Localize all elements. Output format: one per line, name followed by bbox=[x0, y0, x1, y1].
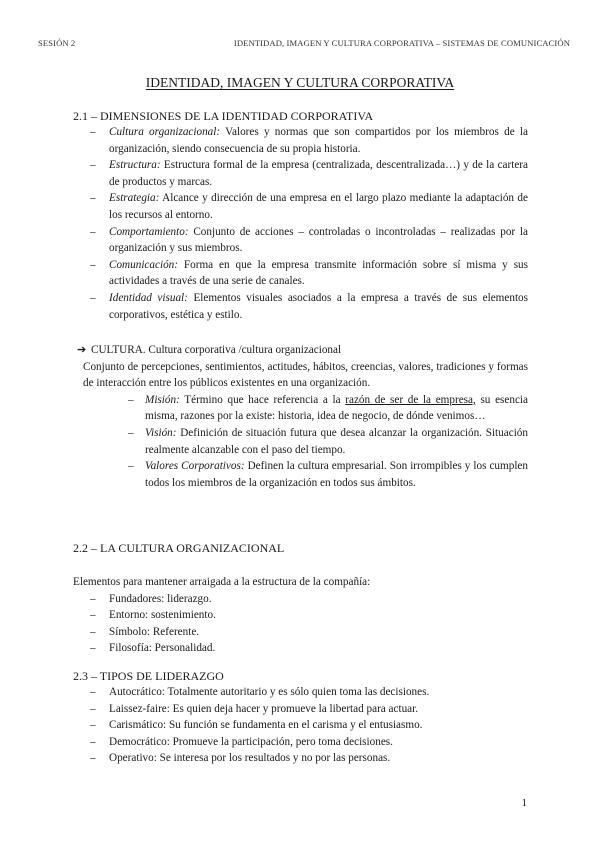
list-item: – Laissez-faire: Es quien deja hacer y promueve la libertad para actuar. bbox=[90, 702, 419, 715]
item-term: Comportamiento: bbox=[109, 225, 189, 238]
section-liderazgo bbox=[73, 668, 528, 767]
page-number: 1 bbox=[521, 797, 527, 809]
underlined-phrase: razón de ser de la empresa, bbox=[345, 393, 476, 406]
leadership-list bbox=[73, 684, 528, 767]
item-term: Identidad visual: bbox=[109, 291, 188, 304]
item-text: Entorno: sostenimiento. bbox=[109, 609, 216, 622]
list-item: – Entorno: sostenimiento. bbox=[90, 609, 216, 622]
culture-heading-line bbox=[73, 342, 528, 359]
elements-list bbox=[73, 591, 528, 657]
item-term: Visión: bbox=[145, 426, 177, 439]
list-item: – Visión: Definición de situación futura que desea alcanzar la organización. Situación realmente alcanzable con el paso del tiempo. bbox=[128, 426, 528, 456]
item-term: Cultura organizacional: bbox=[109, 126, 221, 138]
item-term: Estrategia: bbox=[109, 192, 160, 205]
item-text: Carismático: Su función se fundamenta en el carisma y el entusiasmo. bbox=[109, 719, 423, 732]
item-text: Valores y normas que son compartidos por los miembros de la organización, siendo consecuencia de su propia historia. bbox=[109, 126, 528, 155]
item-term: Misión: bbox=[145, 393, 180, 406]
item-text: Símbolo: Referente. bbox=[109, 625, 200, 638]
dimension-list bbox=[73, 124, 528, 323]
list-item: – Democrático: Promueve la participación, pero toma decisiones. bbox=[90, 735, 393, 748]
list-item: – Misión: Término que hace referencia a la razón de ser de la empresa, su esencia misma, razones por la existe: historia, idea de negocio, de dónde venimos… bbox=[128, 393, 528, 423]
item-text: Operativo: Se interesa por los resultados y no por las personas. bbox=[109, 752, 391, 765]
list-item: – Estructura: Estructura formal de la empresa (centralizada, descentralizada…) y de la cartera de productos y marcas. bbox=[90, 159, 528, 188]
header-session: SESIÓN 2 bbox=[38, 38, 76, 48]
item-text: Estructura formal de la empresa (centralizada, descentralizada…) y de la cartera de productos y marcas. bbox=[109, 159, 528, 188]
list-item: – Comportamiento: Conjunto de acciones – controladas o incontroladas – realizadas por la organización y sus miembros. bbox=[90, 225, 528, 255]
item-text: Forma en que la empresa transmite información sobre sí misma y sus actividades a través de una serie de canales. bbox=[109, 258, 528, 288]
culture-sub-list bbox=[73, 392, 528, 492]
item-text: Laissez-faire: Es quien deja hacer y promueve la libertad para actuar. bbox=[109, 702, 419, 715]
section-intro: Elementos para mantener arraigada a la estructura de la compañía: bbox=[73, 576, 371, 588]
list-item: – Filosofía: Personalidad. bbox=[90, 642, 216, 655]
item-term: Valores Corporativos: bbox=[145, 460, 245, 473]
list-item: – Símbolo: Referente. bbox=[90, 625, 200, 638]
item-text: Alcance y dirección de una empresa en el largo plazo mediante la adaptación de los recursos al entorno. bbox=[109, 192, 528, 221]
section-dimensiones bbox=[73, 108, 528, 323]
item-text: Conjunto de acciones – controladas o incontroladas – realizadas por la organización y sus miembros. bbox=[109, 225, 528, 255]
header-course-title: IDENTIDAD, IMAGEN Y CULTURA CORPORATIVA – SISTEMAS DE COMUNICACIÓN bbox=[233, 38, 570, 48]
list-item: – Autocrático: Totalmente autoritario y es sólo quien toma las decisiones. bbox=[90, 686, 430, 698]
item-text: su esencia misma, razones por la existe: historia, idea de negocio, de dónde venimos… bbox=[145, 393, 528, 423]
item-term: Estructura: bbox=[109, 159, 161, 172]
list-item: – Cultura organizacional: Valores y normas que son compartidos por los miembros de la organización, siendo consecuencia de su propia historia. bbox=[90, 126, 528, 155]
item-text: Término que hace referencia a la bbox=[179, 393, 346, 406]
section-heading: 2.2 – LA CULTURA ORGANIZACIONAL bbox=[73, 541, 285, 555]
list-item: – Valores Corporativos: Definen la cultura empresarial. Son irrompibles y los cumplen todos los miembros de la organización en todos sus ámbitos. bbox=[128, 460, 528, 489]
section-heading: 2.3 – TIPOS DE LIDERAZGO bbox=[73, 669, 224, 683]
item-text: Autocrático: Totalmente autoritario y es sólo quien toma las decisiones. bbox=[109, 686, 430, 698]
item-text: Definen la cultura empresarial. Son irrompibles y los cumplen todos los miembros de la organización en todos sus ámbitos. bbox=[145, 460, 528, 489]
section-heading: 2.1 – DIMENSIONES DE LA IDENTIDAD CORPORATIVA bbox=[73, 109, 374, 123]
list-item: – Fundadores: liderazgo. bbox=[90, 592, 212, 605]
page-title: IDENTIDAD, IMAGEN Y CULTURA CORPORATIVA bbox=[145, 75, 455, 90]
arrow-right-icon: ➔ bbox=[77, 344, 87, 356]
culture-definition: Conjunto de percepciones, sentimientos, actitudes, hábitos, creencias, valores, tradiciones y formas de interacción entre los públicos existentes en una organización. bbox=[83, 360, 528, 390]
culture-heading: CULTURA. Cultura corporativa /cultura organizacional bbox=[91, 344, 342, 356]
item-text: Definición de situación futura que desea alcanzar la organización. Situación realmente alcanzable con el paso del tiempo. bbox=[145, 426, 528, 456]
list-item: – Identidad visual: Elementos visuales asociados a la empresa a través de sus elementos corporativos, estética y estilo. bbox=[90, 291, 529, 321]
list-item: – Estrategia: Alcance y dirección de una empresa en el largo plazo mediante la adaptación de los recursos al entorno. bbox=[90, 192, 528, 221]
section-cultura bbox=[73, 342, 528, 491]
list-item: – Operativo: Se interesa por los resultados y no por las personas. bbox=[90, 752, 391, 765]
section-cultura-organizacional bbox=[73, 540, 528, 556]
item-text: Filosofía: Personalidad. bbox=[109, 642, 216, 655]
item-text: Democrático: Promueve la participación, pero toma decisiones. bbox=[109, 735, 393, 748]
item-text: Elementos visuales asociados a la empresa a través de sus elementos corporativos, estética y estilo. bbox=[109, 291, 529, 321]
item-text: Fundadores: liderazgo. bbox=[109, 592, 212, 605]
list-item: – Comunicación: Forma en que la empresa transmite información sobre sí misma y sus actividades a través de una serie de canales. bbox=[90, 258, 528, 288]
item-term: Comunicación: bbox=[109, 258, 178, 271]
list-item: – Carismático: Su función se fundamenta en el carisma y el entusiasmo. bbox=[90, 719, 423, 732]
section-cultura-organizacional-body bbox=[73, 574, 528, 657]
